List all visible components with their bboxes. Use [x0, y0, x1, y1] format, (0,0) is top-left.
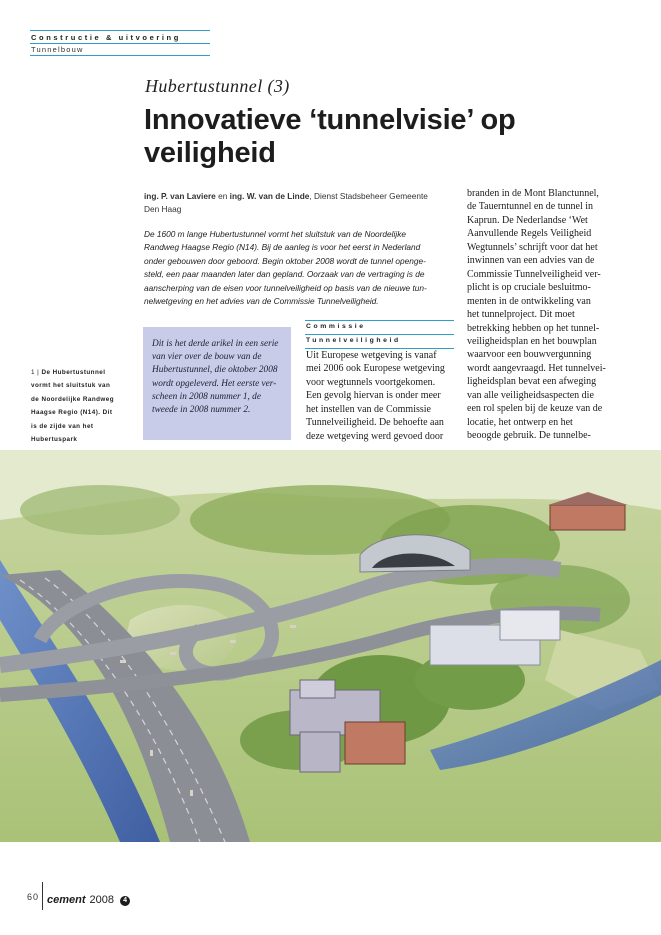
- text-line: veiligheidsplan en het bouwplan: [467, 335, 597, 347]
- text-line: wordt aangevraagd. Het tunnelvei-: [467, 362, 606, 374]
- text-line: mei 2006 ook Europese wetgeving: [306, 363, 445, 375]
- magazine-year: 2008: [89, 894, 115, 906]
- text-line: van alle veiligheidsaspecten die: [467, 389, 594, 401]
- figure-caption: [31, 366, 136, 446]
- caption-line: de Noordelijke Randweg: [31, 395, 115, 403]
- article-headline: [144, 104, 644, 170]
- author-1: ing. P. van Laviere: [144, 191, 216, 201]
- header-rule-top: [30, 30, 210, 31]
- caption-line: Hubertuspark: [31, 436, 78, 444]
- tree-cluster: [20, 485, 180, 535]
- series-note-box: [143, 327, 291, 440]
- author-2: ing. W. van de Linde: [229, 191, 310, 201]
- text-line: het instellen van de Commissie: [306, 403, 431, 415]
- text-line: Kaprun. De Nederlandse ‘Wet: [467, 214, 588, 226]
- text-line: ligheidsplan bevat een afweging: [467, 376, 597, 388]
- text-line: Uit Europese wetgeving is vanaf: [306, 350, 437, 361]
- text-line: Randweg Haagse Regio (N14). Bij de aanleg is voor het eerst in Nederland: [144, 242, 421, 253]
- footer-divider: [42, 882, 43, 910]
- text-line: Hubertustunnel, die oktober 2008: [152, 365, 278, 376]
- text-line: Commissie Tunnelveiligheid ver-: [467, 268, 601, 280]
- text-line: beoogde gebruik. De tunnelbe-: [467, 430, 591, 442]
- issue-number: 4: [123, 897, 127, 904]
- text-line: tweede in 2008 nummer 2.: [152, 405, 251, 416]
- body-column-3: [467, 187, 647, 443]
- section-rule-top: [305, 320, 454, 321]
- text-line: aanscherping van de eisen voor tunnelveiligheid op basis van de nieuwe tun-: [144, 282, 427, 293]
- author-affiliation-cont: Den Haag: [144, 204, 182, 214]
- text-line: menten in de ontwikkeling van: [467, 295, 591, 307]
- text-line: het tunnelproject. Dit moet: [467, 309, 575, 321]
- text-line: branden in de Mont Blanctunnel,: [467, 188, 599, 199]
- page-number: 60: [27, 892, 40, 902]
- subsection-label: Tunnelbouw: [31, 45, 84, 54]
- text-line: steld, een paar maanden later dan gepland. Oorzaak van de vertraging is de: [144, 269, 425, 280]
- text-line: een rol spelen bij de keuze van de: [467, 403, 603, 415]
- text-line: voor wegtunnels voortgekomen.: [306, 376, 436, 388]
- text-line: Een gevolg hiervan is onder meer: [306, 390, 441, 402]
- text-line: inwinnen van een advies van de: [467, 255, 595, 267]
- text-line: deze wetgeving werd gevoed door: [306, 430, 444, 442]
- section-label: Constructie & uitvoering: [31, 33, 181, 42]
- author-connector: en: [215, 191, 230, 201]
- text-line: nelwetgeving en het advies van de Commissie Tunnelveiligheid.: [144, 296, 379, 307]
- body-column-2: [306, 349, 456, 443]
- caption-line: is de zijde van het: [31, 422, 94, 430]
- text-line: wordt opgeleverd. Het eerste ver-: [152, 378, 277, 389]
- header-rule-bottom: [30, 55, 210, 56]
- intro-paragraph: [144, 228, 459, 308]
- byline: [144, 190, 459, 216]
- text-line: plicht is op cruciale besluitmo-: [467, 282, 591, 294]
- magazine-name: cement: [47, 894, 86, 906]
- caption-line: De Hubertustunnel: [41, 369, 106, 376]
- caption-line: Haagse Regio (N14). Dit: [31, 409, 113, 417]
- text-line: betrekking hebben op het tunnel-: [467, 322, 600, 334]
- series-title: Hubertustunnel (3): [145, 76, 290, 96]
- text-line: Dit is het derde arikel in een serie: [152, 339, 279, 349]
- text-line: locatie, het ontwerp en het: [467, 416, 573, 428]
- text-line: Tunnelveiligheid. De behoefte aan: [306, 417, 444, 429]
- section-heading-line-1: Commissie: [306, 323, 366, 330]
- text-line: van vier over de bouw van de: [152, 352, 262, 363]
- author-affiliation: , Dienst Stadsbeheer Gemeente: [309, 191, 428, 201]
- headline-line-1: Innovatieve ‘tunnelvisie’ op: [144, 104, 516, 136]
- magazine-footer: [47, 890, 130, 908]
- text-line: Aanvullende Regels Veiligheid: [467, 228, 592, 240]
- header-rule-middle: [30, 43, 210, 44]
- aerial-illustration: [0, 450, 661, 842]
- text-line: onder gebouwen door geboord. Begin oktober 2008 wordt de tunnel openge-: [144, 255, 426, 266]
- text-line: scheen in 2008 nummer 1, de: [152, 391, 261, 402]
- section-heading-line-2: Tunnelveiligheid: [306, 337, 401, 344]
- section-rule-middle: [305, 334, 454, 335]
- text-line: waarvoor een bouwvergunning: [467, 349, 592, 361]
- issue-badge: [120, 896, 130, 906]
- text-line: De 1600 m lange Hubertustunnel vormt het sluitstuk van de Noordelijke: [144, 229, 406, 239]
- text-line: Wegtunnels’ schrijft voor dat het: [467, 241, 598, 253]
- text-line: de Tauerntunnel en de tunnel in: [467, 201, 594, 213]
- caption-line: vormt het sluitstuk van: [31, 382, 111, 390]
- caption-number: 1: [31, 369, 35, 376]
- headline-line-2: veiligheid: [144, 137, 276, 169]
- caption-separator: |: [34, 369, 42, 376]
